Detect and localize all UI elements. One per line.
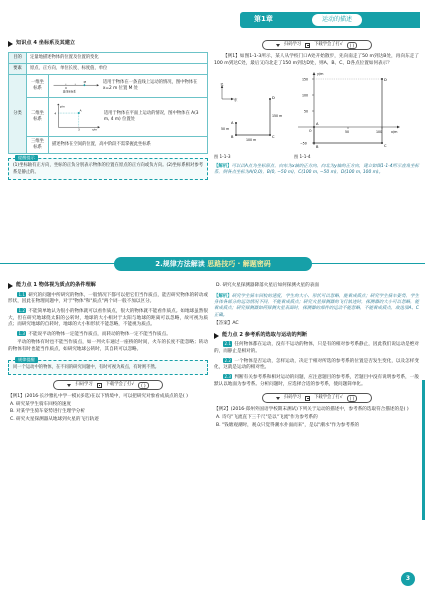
svg-text:东: 东 xyxy=(234,98,238,103)
example-text: 【例1】如图1-1-3所示，某人从学校门口A处开始散步，先向南走了50 m到达B处，再向东走了100 m到达C处，最后又向北走了150 m到达D处，则A、B、C、D各点位置如何表示？ xyxy=(214,54,419,66)
svg-text:0: 0 xyxy=(65,86,67,91)
figure-caption: 图 1-1-3 xyxy=(214,153,231,159)
chevron-down-icon xyxy=(276,397,280,400)
hint-box xyxy=(8,356,208,375)
section-heading xyxy=(214,332,419,340)
qr-code-icon xyxy=(97,383,102,388)
svg-text:50: 50 xyxy=(345,130,350,135)
paragraph: 平动的物体有时也不能当作质点，如一列火车通过一座桥的时间，火车的长度不能忽略；转动的物体有时也能当作质点，如研究地球公转时，其自转可以忽略。 xyxy=(8,340,208,353)
banner-main: 2.规律方法解读 xyxy=(155,260,205,268)
option-b: B. 对某学生骑车姿势进行生理学分析 xyxy=(10,409,85,415)
scan-check[interactable]: ( ) xyxy=(347,42,357,49)
scan-bar[interactable] xyxy=(262,40,372,50)
tip-box xyxy=(8,155,208,179)
option-b: B. "钱塘观潮时，观众只觉得潮水扑面而来"，是以"潮水"作为参考系的 xyxy=(216,422,360,428)
number-badge: 1.2 xyxy=(18,307,25,313)
svg-text:100: 100 xyxy=(376,130,383,135)
svg-text:150 m: 150 m xyxy=(272,114,283,119)
figure-caption: 图 1-1-4 xyxy=(294,153,311,159)
plane-axis-figure xyxy=(52,100,101,134)
figure-left xyxy=(214,83,286,160)
svg-text:C: C xyxy=(272,135,275,140)
row-content-text: 适用于物体在一条直线上运动的情况，图中物体在 x=2 m 位置 M 处 xyxy=(102,79,198,91)
figure-right xyxy=(294,71,404,160)
chevron-down-icon xyxy=(67,384,71,387)
number-badge: 1.1 xyxy=(18,291,25,297)
scan-btn-label: 下载学会了打√ xyxy=(314,41,343,47)
solution xyxy=(214,164,419,177)
svg-text:50: 50 xyxy=(304,109,309,114)
qr-code-icon xyxy=(305,43,310,48)
row-content: 描述物体在空间的位置，高中阶段不需掌握此坐标系 xyxy=(49,136,208,153)
svg-text:A: A xyxy=(79,108,82,113)
number-badge: 1.3 xyxy=(18,330,25,336)
chapter-title: 运动的描述 xyxy=(312,14,362,26)
svg-text:x/m: x/m xyxy=(391,130,398,135)
svg-text:B: B xyxy=(231,135,234,140)
svg-text:A: A xyxy=(316,122,319,127)
sub-header: 三维坐标系 xyxy=(27,136,49,153)
coordinate-figure xyxy=(294,71,404,149)
row-header: 分类 xyxy=(9,74,27,153)
solution-text: 研究学生骑车回校的速度，学生的大小、形状可以忽略，能看成质点；研究学生骑车姿势，学生身体各部分的运动情况不同，不能看成质点；研究火星探测器的飞行轨迹时，探测器的大小可以忽略，能看成质点；研究探测器如何探测火星表面时，探测器的部件的运动不能忽略，不能看成质点，故选项A、C正确。 xyxy=(214,293,419,318)
line-axis-figure xyxy=(52,77,100,95)
svg-text:100: 100 xyxy=(302,93,309,98)
solution-label: 【解析】 xyxy=(214,164,232,170)
svg-text:y/m: y/m xyxy=(317,72,324,77)
solution xyxy=(214,294,419,320)
svg-text:50 m: 50 m xyxy=(221,127,230,132)
qr-code-icon xyxy=(305,396,310,401)
section-title: 知识点 4 坐标系及其建立 xyxy=(16,40,76,46)
svg-text:北: 北 xyxy=(220,83,224,87)
row-header: 要素 xyxy=(9,63,27,74)
chevron-down-icon xyxy=(276,44,280,47)
row-content xyxy=(49,74,208,97)
play-icon xyxy=(8,283,13,289)
scan-left-label: 扫码学习 xyxy=(283,41,302,47)
play-icon xyxy=(8,41,13,47)
section-title: 能力点 1 物体视为质点的条件理解 xyxy=(16,282,96,288)
scan-bar[interactable]: 扫码学习 下载学会了打√ ( ) xyxy=(53,380,163,390)
tip-text: (1)坐标轴有正方向，坐标的正负分别表示物体的位置在原点的正方向或负方向。(2)坐标系相对参考系是静止的。 xyxy=(13,163,203,175)
scan-check[interactable]: ( ) xyxy=(138,382,148,389)
row-content xyxy=(49,97,208,136)
example-question: 【例1】(2016·长沙雅礼中学一模)(多选)在以下情境中，可以把研究对象看成质点的是( ) xyxy=(8,394,188,399)
svg-text:A: A xyxy=(231,121,234,126)
banner-pill xyxy=(114,257,312,271)
section-heading xyxy=(8,40,208,48)
svg-text:B: B xyxy=(316,145,319,150)
sub-header: 二维坐标系 xyxy=(27,97,49,136)
svg-text:x/m: x/m xyxy=(92,128,97,132)
example-1-block xyxy=(214,40,419,177)
hint-text: 同一个运动中的物体，在不同的研究问题中，有时可视为质点，有时则不然。 xyxy=(13,364,160,370)
paragraph: 1.2 不能简单地认为很小的物体就可以看作质点，很大的物体就不能看作质点。如地球虽然很大，但在研究地球绕太阳的公转时，地球的大小相对于太阳与地球的距离可以忽略，故可视为质点；而研究地球的自转时，地球的大小和形状不能忽略，不能视为质点。 xyxy=(8,307,208,328)
svg-text:100 m: 100 m xyxy=(246,138,257,143)
section-title: 能力点 2 参考系的选取与运动的判断 xyxy=(222,331,308,338)
number-badge: 2.1 xyxy=(224,341,231,347)
row-content-text: 适用于物体在平面上运动的情况，图中物体在 A(3 m, 4 m) 位置处 xyxy=(103,110,199,122)
option-a: A. 诗句"飞流直下三千尺"是以"飞流"作为参考系的 xyxy=(216,414,318,420)
svg-text:O: O xyxy=(309,129,312,134)
walk-path-figure xyxy=(214,83,286,149)
solution-text: 可以以A点为坐标原点，向东为x轴的正方向，向北为y轴的正方向，建立如图1-1-4所示直角坐标系，则各点坐标为A(0,0)，B(0, −50 m)，C(100 m, −50 m)，D(100 m, 100 m)。 xyxy=(214,164,419,176)
svg-text:D: D xyxy=(384,78,387,83)
paragraph: 2.1 任何物体都在运动，没有不运动的物体，只是有的相对参考系静止，因此我们说运动是绝对的，而静止是相对的。 xyxy=(214,341,419,354)
knowledge-point-4 xyxy=(8,40,208,180)
coordinate-table xyxy=(8,52,208,155)
right-column-lower xyxy=(214,282,419,429)
example-question: 【例2】(2016·郑州外国语学校期末测试)下列关于运动的描述中，参考系的选取符合描述的是( ) xyxy=(214,407,409,413)
banner-sub: 思路技巧 · 解题密码 xyxy=(207,260,271,268)
solution-label: 【解析】 xyxy=(214,293,232,299)
section-heading xyxy=(8,282,208,290)
sub-header: 一维坐标系 xyxy=(27,74,49,97)
svg-text:150: 150 xyxy=(302,77,309,82)
number-badge: 2.2 xyxy=(224,357,231,363)
play-icon xyxy=(214,333,219,339)
ability-point-1 xyxy=(8,282,208,424)
row-content: 原点、正方向、单位长度、标度值、单位 xyxy=(27,63,208,74)
chapter-number: 第1章 xyxy=(254,15,273,23)
section-banner xyxy=(0,257,425,271)
answer: 【答案】AC xyxy=(214,321,239,327)
scan-check[interactable]: ( ) xyxy=(347,395,357,402)
hint-label: 规律提醒 xyxy=(15,357,38,363)
paragraph: 2.3 判断有关参考系和相对运动的问题，应注意题目的参考系，若题目中没有说明参考系，一般默认以地面为参考系。分析问题时，应选择合适的参考系，使问题简单化。 xyxy=(214,373,419,387)
number-badge: 2.3 xyxy=(224,373,231,379)
svg-text:C: C xyxy=(384,144,387,149)
option-d: D. 研究火星探测器降落火星后如何探测火星的表面 xyxy=(216,283,319,288)
paragraph: 2.2 一个物体是否运动，怎样运动，决定于相对所选的参考系的位置是否发生变化，以及怎样变化，这就是运动的相对性。 xyxy=(214,357,419,371)
svg-text:−50: −50 xyxy=(300,141,307,146)
svg-text:M: M xyxy=(83,79,86,84)
scan-bar[interactable]: 扫码学习 下载学会了打√ ( ) xyxy=(262,393,372,403)
svg-text:4: 4 xyxy=(54,111,57,116)
page-number: 3 xyxy=(401,572,415,586)
option-c: C. 研究火星探测器从地球到火星的飞行轨迹 xyxy=(10,416,99,422)
svg-text:3: 3 xyxy=(77,127,80,132)
row-header: 目的 xyxy=(9,52,27,63)
svg-text:y/m: y/m xyxy=(59,105,65,109)
tip-label: 提醒提示 xyxy=(15,155,38,161)
option-a: A. 研究某学生骑车回校的速度 xyxy=(10,401,72,407)
paragraph: 1.3 不能说平动的物体一定能当作质点，而转动的物体一定不能当作质点。 xyxy=(18,330,171,337)
figure-row xyxy=(214,71,419,160)
svg-text:D: D xyxy=(272,96,275,101)
paragraph: 1.1 研究的问题中所研究的物体，一般情况下都可以把它们当作质点，能否研究物体的转动或形状，因此在物理问题中，对于"物体"和"质点"两个词一般不加以区分。 xyxy=(8,291,208,305)
row-content: 定量地描述物体的位置及位置的变化 xyxy=(27,52,208,63)
svg-text:直线坐标系: 直线坐标系 xyxy=(62,89,77,94)
